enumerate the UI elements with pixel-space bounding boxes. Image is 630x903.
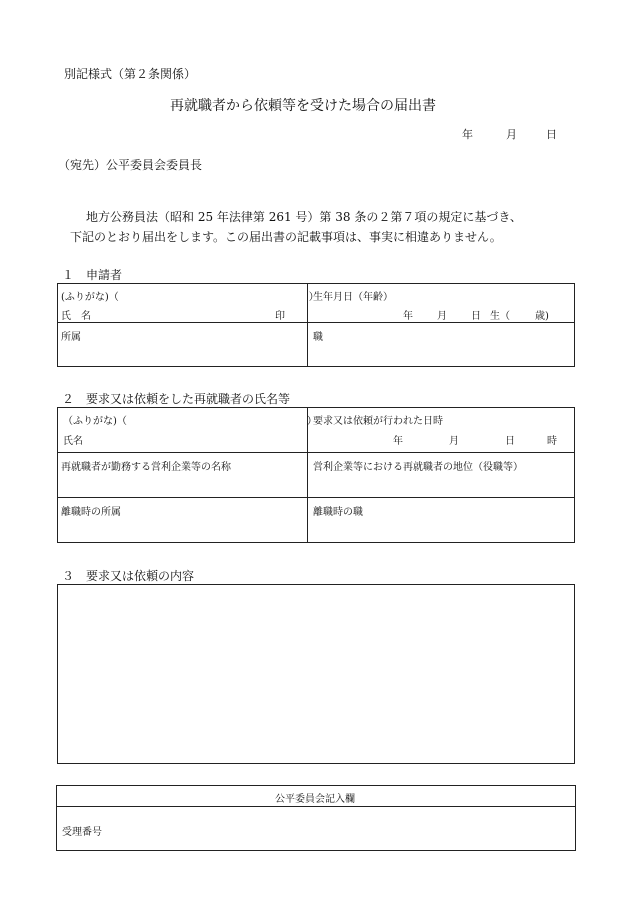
intro-line-2: 下記のとおり届出をします。この届出書の記載事項は、事実に相違ありません。: [70, 230, 502, 244]
reemployed-furigana: （ふりがな)（ ）: [63, 416, 317, 427]
birth-age-label: 歳): [535, 311, 549, 322]
birth-day-label: 日: [471, 311, 481, 322]
form-label: 別記様式（第２条関係）: [64, 67, 197, 81]
request-month-label: 月: [449, 436, 459, 447]
birth-year-label: 年: [403, 311, 413, 322]
committee-heading: 公平委員会記入欄: [275, 794, 355, 805]
page-title: 再就職者から依頼等を受けた場合の届出書: [170, 98, 436, 114]
former-position-label: 離職時の職: [313, 507, 363, 518]
reemployed-table-row-divider-1: [57, 452, 575, 453]
birth-month-label: 月: [437, 311, 447, 322]
reemployed-table-row-divider-2: [57, 497, 575, 498]
section-1-heading: １ 申請者: [62, 268, 123, 282]
request-day-label: 日: [505, 436, 515, 447]
former-affiliation-label: 離職時の所属: [61, 507, 121, 518]
section-3-heading: ３ 要求又は依頼の内容: [62, 569, 195, 583]
birth-born-label: 生（: [490, 311, 510, 322]
applicant-name-label: 氏 名: [61, 311, 91, 322]
date-day-label: 日: [546, 128, 557, 141]
receipt-number-label: 受理番号: [62, 827, 102, 838]
date-year-label: 年: [462, 128, 473, 141]
date-month-label: 月: [506, 128, 517, 141]
reemployed-name-label: 氏名: [63, 436, 83, 447]
reemployed-table-divider: [307, 407, 308, 543]
birthdate-label: 生年月日（年齢）: [313, 292, 393, 303]
affiliation-label: 所属: [61, 332, 81, 343]
applicant-table-row-divider: [57, 322, 575, 323]
position-label: 職: [313, 332, 323, 343]
company-name-label: 再就職者が勤務する営利企業等の名称: [61, 462, 231, 473]
request-hour-label: 時: [547, 436, 557, 447]
reemployed-person-table: [57, 407, 575, 543]
request-year-label: 年: [393, 436, 403, 447]
intro-line-1: 地方公務員法（昭和 25 年法律第 261 号）第 38 条の２第７項の規定に基づき、: [86, 210, 522, 224]
applicant-furigana: (ふりがな)（ ）: [61, 292, 319, 303]
request-content-box: [57, 584, 575, 764]
committee-box-divider: [56, 806, 576, 807]
request-datetime-label: 要求又は依頼が行われた日時: [313, 416, 443, 427]
seal-mark: 印: [275, 311, 285, 322]
company-position-label: 営利企業等における再就職者の地位（役職等）: [313, 462, 523, 473]
addressee: （宛先）公平委員会委員長: [58, 158, 203, 172]
section-2-heading: ２ 要求又は依頼をした再就職者の氏名等: [62, 392, 291, 406]
